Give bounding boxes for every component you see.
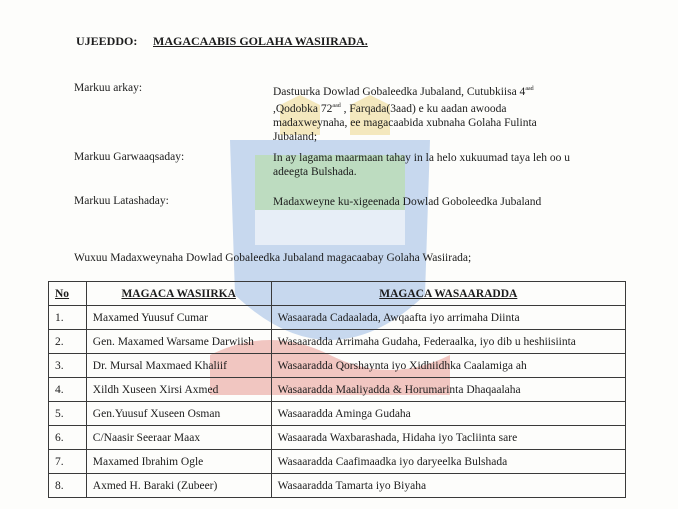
row-ministry: Wasaarada Waxbarashada, Hidaha iyo Tacliinta sare xyxy=(271,426,625,450)
heading-subject: MAGACAABIS GOLAHA WASIIRADA. xyxy=(153,34,368,48)
row-no: 4. xyxy=(49,378,87,402)
header-no: No xyxy=(49,282,87,306)
table-row xyxy=(49,306,626,330)
table-row xyxy=(49,402,626,426)
header-ministry-name: MAGACA WASAARADDA xyxy=(271,282,625,306)
clause-text-arkay xyxy=(273,82,573,144)
row-no: 7. xyxy=(49,450,87,474)
heading-label: UJEEDDO: xyxy=(76,34,138,48)
row-name: Axmed H. Baraki (Zubeer) xyxy=(86,474,271,498)
row-ministry: Wasaaradda Maaliyadda & Horumarinta Dhaqaalaha xyxy=(271,378,625,402)
row-name: Xildh Xuseen Xirsi Axmed xyxy=(86,378,271,402)
row-no: 3. xyxy=(49,354,87,378)
table-row xyxy=(49,426,626,450)
intro-text: Wuxuu Madaxweynaha Dowlad Gobaleedka Jubaland magacaabay Golaha Wasiirada; xyxy=(74,252,472,264)
ministers-table xyxy=(48,281,626,498)
document-heading xyxy=(76,34,368,49)
row-ministry: Wasaarada Cadaalada, Awqaafta iyo arrimaha Diinta xyxy=(271,306,625,330)
table-header-row xyxy=(49,282,626,306)
row-name: Maxamed Yuusuf Cumar xyxy=(86,306,271,330)
table-row xyxy=(49,378,626,402)
row-no: 5. xyxy=(49,402,87,426)
clause-text-part: ,Qodobka 72 xyxy=(273,103,333,115)
clause-label-arkay: Markuu arkay: xyxy=(74,82,143,94)
row-no: 6. xyxy=(49,426,87,450)
table-row xyxy=(49,474,626,498)
row-name: Gen.Yuusuf Xuseen Osman xyxy=(86,402,271,426)
table-row xyxy=(49,450,626,474)
row-name: Maxamed Ibrahim Ogle xyxy=(86,450,271,474)
clause-text-part: Dastuurka Dowlad Gobaleedka Jubaland, Cutubkiisa 4 xyxy=(273,86,526,98)
clause-text-latashaday: Madaxweyne ku-xigeenada Dowlad Goboleedka Jubaland xyxy=(273,196,542,208)
table-row xyxy=(49,330,626,354)
row-no: 1. xyxy=(49,306,87,330)
row-name: Gen. Maxamed Warsame Darwiish xyxy=(86,330,271,354)
superscript: aad xyxy=(332,103,341,109)
header-minister-name: MAGACA WASIIRKA xyxy=(86,282,271,306)
row-name: C/Naasir Seeraar Maax xyxy=(86,426,271,450)
clause-text-garwaaqsaday: In ay lagama maarmaan tahay in la helo xukuumad taya leh oo u adeegta Bulshada. xyxy=(273,152,570,178)
row-name: Dr. Mursal Maxmaed Khaliif xyxy=(86,354,271,378)
row-no: 2. xyxy=(49,330,87,354)
clause-label-garwaaqsaday: Markuu Garwaaqsaday: xyxy=(74,151,185,163)
row-no: 8. xyxy=(49,474,87,498)
clause-text-part: , Farqada(3aad) e ku aadan awooda madaxweynaha, ee magacaabida xubnaha Golaha Fulinta Jubaland; xyxy=(273,103,537,143)
table-row xyxy=(49,354,626,378)
clause-label-latashaday: Markuu Latashaday: xyxy=(74,195,169,207)
row-ministry: Wasaaradda Qorshaynta iyo Xidhiidhka Caalamiga ah xyxy=(271,354,625,378)
row-ministry: Wasaaradda Aminga Gudaha xyxy=(271,402,625,426)
row-ministry: Wasaaradda Tamarta iyo Biyaha xyxy=(271,474,625,498)
row-ministry: Wasaaradda Caafimaadka iyo daryeelka Bulshada xyxy=(271,450,625,474)
superscript: aad xyxy=(525,86,534,92)
row-ministry: Wasaaradda Arrimaha Gudaha, Federaalka, iyo dib u heshiisiinta xyxy=(271,330,625,354)
